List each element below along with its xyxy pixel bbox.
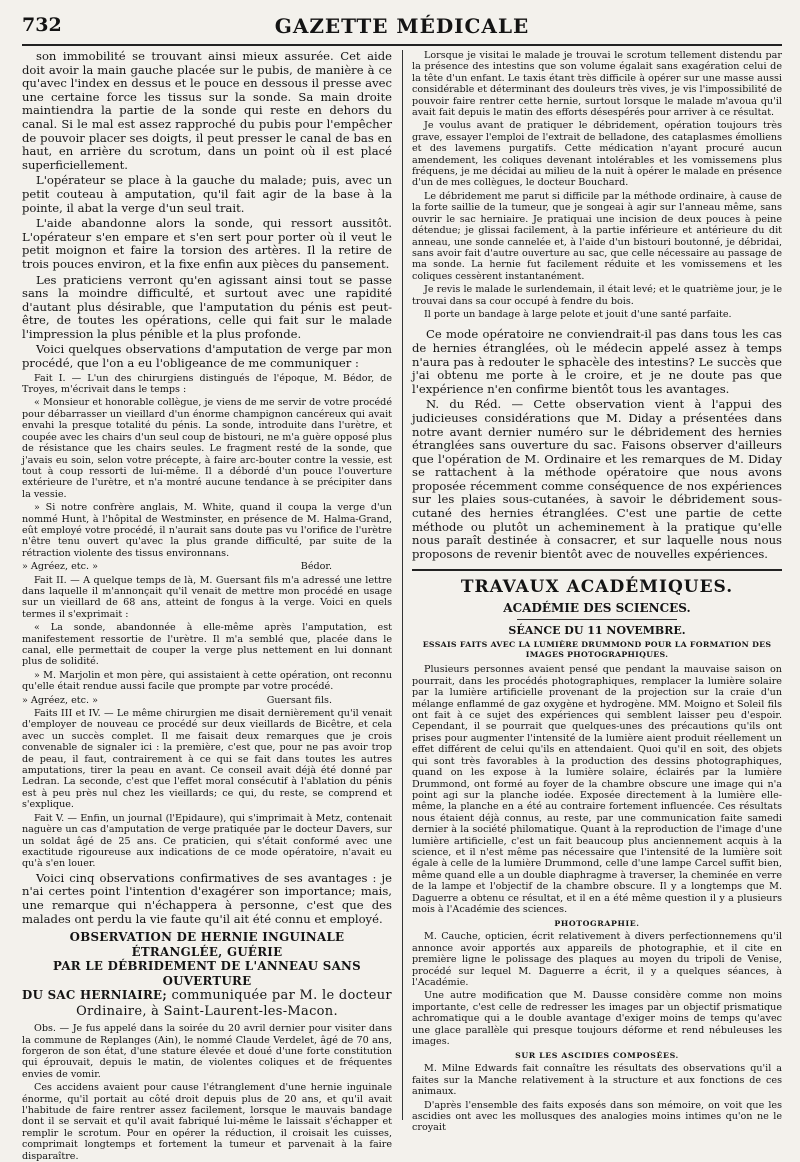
observation-title-line: PAR LE DÉBRIDEMENT DE L'ANNEAU SANS OUVERTURE <box>53 959 361 988</box>
paragraph: Je revis le malade le surlendemain, il était levé; et le quatrième jour, je le trouvai dans sa cour occupé à fendre du bois. <box>412 284 782 307</box>
signature-line <box>22 561 392 572</box>
paragraph: M. Milne Edwards fait connaître les résultats des observations qu'il a faites sur la Manche relativement à la structure et aux fonctions de ces animaux. <box>412 1063 782 1098</box>
paragraph: Fait V. — Enfin, un journal (l'Epidaure), qui s'imprimait à Metz, contenait naguère un cas d'amputation de verge pratiquée par le docteur Davers, sur un soldat âgé de 25 ans. Ce praticien, qui s'était conformé avec une exactitude rigoureuse aux indications de ce mode opératoire, n'avait eu qu'à s'en louer. <box>22 812 392 870</box>
paragraph: L'opérateur se place à la gauche du malade; puis, avec un petit couteau à amputation, qu'il fait agir de la base à la pointe, il abat la verge d'un seul trait. <box>22 173 392 215</box>
paragraph: Fait I. — L'un des chirurgiens distingués de l'époque, M. Bédor, de Troyes, m'écrivait dans le temps : <box>22 372 392 396</box>
observation-title-line: OBSERVATION DE HERNIE INGUINALE ÉTRANGLÉE, GUÉRIE <box>69 930 345 959</box>
paragraph: Faits III et IV. — Le même chirurgien me disait dernièrement qu'il venait d'employer de nouveau ce procédé sur deux vieillards de Bicêtre, et cela avec un succès complet. Il me faisait deux remarques que je crois convenable de signaler ici : la première, c'est que, pour ne pas avoir trop de peau, il faut, contrairement à ce qui se fait dans toutes les autres amputations, tirer la peau en avant. Ce conseil avait déjà été donné par Ledran. La seconde, c'est que l'effet moral consécutif à l'ablation du pénis est à peu près nul chez les vieillards; ce qui, du reste, se comprend et s'explique. <box>22 708 392 811</box>
paragraph: D'après l'ensemble des faits exposés dans son mémoire, on voit que les ascidies ont avec les mollusques des analogies moins intimes qu'on ne le croyait <box>412 1099 782 1134</box>
signature: Bédor. <box>300 561 332 573</box>
paragraph: » M. Marjolin et mon père, qui assistaient à cette opération, ont reconnu qu'elle était rendue aussi facile que prompte par votre procédé. <box>22 669 392 693</box>
paragraph: Je voulus avant de pratiquer le débridement, opération toujours très grave, essayer l'emploi de l'extrait de belladone, des cataplasmes émolliens et des lavemens purgatifs. Cette médication n'ayant procuré aucun amendement, les coliques devenant intolérables et les vomissemens plus fréquens, je me décidai au milieu de la nuit à opérer le malade en présence d'un de mes collègues, le docteur Bouchard. <box>412 120 782 189</box>
rubric-title: SUR LES ASCIDIES COMPOSÉES. <box>515 1051 679 1061</box>
section-title: TRAVAUX ACADÉMIQUES. <box>460 577 734 598</box>
paragraph: Voici quelques observations d'amputation de verge par mon procédé, que l'on a eu l'obligeance de me communiquer : <box>22 342 392 371</box>
separator-rule <box>517 619 677 620</box>
closing-formula: » Agréez, etc. » <box>22 561 98 573</box>
paragraph: Fait II. — A quelque temps de là, M. Guersant fils m'a adressé une lettre dans laquelle il m'annonçait qu'il venait de mettre mon procédé en usage sur un vieillard de 68 ans, atteint de fongus à la verge. Voici en quels termes il s'exprimait : <box>22 574 392 620</box>
paragraph: M. Cauche, opticien, écrit relativement à divers perfectionnemens qu'il annonce avoir apportés aux appareils de photographie, et il cite en première ligne le polissage des plaques au moyen du tripoli de Venise, procédé sur lequel M. Daguerre a écrit, il y a quelques séances, à l'Académie. <box>412 931 782 988</box>
paragraph: Les praticiens verront qu'en agissant ainsi tout se passe sans la moindre difficulté, et surtout avec une rapidité d'autant plus désirable, que l'amputation du pénis est peut-être, de toutes les opérations, celle qui fait sur le malade l'impression la plus pénible et la plus profonde. <box>22 272 392 341</box>
paragraph: Il porte un bandage à large pelote et jouit d'une santé parfaite. <box>424 308 732 320</box>
page-header <box>22 14 782 46</box>
paragraph: » Si notre confrère anglais, M. White, quand il coupa la verge d'un nommé Hunt, à l'hôpital de Westminster, en présence de M. Halma-Grand, eût employé votre procédé, il n'aurait sans doute pas vu l'orifice de l'urètre n'être tenu ouvert qu'avec la plus grande difficulté, par suite de la rétraction violente des tissus environnans. <box>22 502 392 559</box>
paragraph: Une autre modification que M. Dausse considère comme non moins importante, c'est celle de redresser les images par un objectif prismatique achromatique qui a le double avantage d'exiger moins de temps qu'avec une glace parallèle qui presque toujours déforme et rend nébuleuses les images. <box>412 990 782 1048</box>
seance-title: SÉANCE DU 11 NOVEMBRE. <box>508 624 686 638</box>
paragraph: Lorsque je visitai le malade je trouvai le scrotum tellement distendu par la présence des intestins que son volume égalait sans exagération celui de la tête d'un enfant. Le taxis étant très difficile à opérer sur une masse aussi considérable et déterminant des douleurs très vives, je vis l'impossibilité de pouvoir faire rentrer cette hernie, surtout lorsque le malade m'avoua qu'il avait fait depuis le matin des efforts désespérés pour arriver à ce résultat. <box>412 50 782 119</box>
paragraph: Ces accidens avaient pour cause l'étranglement d'une hernie inguinale énorme, qu'il portait au côté droit depuis plus de 20 ans, et qu'il avait l'habitude de faire rentrer assez facilement, lorsque le mauvais bandage dont il se servait et qu'il avait fabriqué lui-même le laissait s'échapper et remplir le scrotum. Pour en opérer la réduction, il croisait les cuisses, comprimait longtemps et fortement la tumeur et parvenait à la faire disparaître. <box>22 1082 392 1162</box>
paragraph: Obs. — Je fus appelé dans la soirée du 20 avril dernier pour visiter dans la commune de Replanges (Ain), le nommé Claude Verdelet, âgé de 70 ans, forgeron de son état, d'une stature élevée et doué d'une forte constitution qui éprouvait, depuis le matin, de violentes coliques et de fréquentes envies de vomir. <box>22 1023 392 1080</box>
academy-title: ACADÉMIE DES SCIENCES. <box>503 601 691 616</box>
paragraph: « Monsieur et honorable collègue, je viens de me servir de votre procédé pour débarrasser un vieillard d'un énorme champignon cancéreux qui avait envahi la presque totalité du pénis. La sonde, introduite dans l'urètre, et coupée avec les chairs d'un seul coup de bistouri, ne m'a guère opposé plus de résistance que les chairs seules. Le fragment resté de la sonde, que j'avais eu soin, selon votre précepte, à faire arc-bouter contre la vessie, est tout à coup ressorti de lui-même. Il a débordé d'un pouce l'ouverture extérieure de l'urètre, et n'a montré aucune tendance à se précipiter dans la vessie. <box>22 397 392 500</box>
paragraph: son immobilité se trouvant ainsi mieux assurée. Cet aide doit avoir la main gauche placée sur le pubis, de manière à ce qu'avec l'index en dessus et le pouce en dessous il presse avec une certaine force les tissus sur la sonde. Sa main droite maintiendra la partie de la sonde qui reste en dehors du canal. Si le mal est assez rapproché du pubis pour l'empêcher de pouvoir placer ses doigts, il peut presser le canal de bas en haut, en arrière du scrotum, dans un point où il est placé superficiellement. <box>22 49 392 172</box>
columns <box>22 49 782 1162</box>
observation-title-line-group <box>22 988 392 1019</box>
essay-title: ESSAIS FAITS AVEC LA LUMIÈRE DRUMMOND POUR LA FORMATION DES IMAGES PHOTOGRAPHIQUES. <box>422 640 772 660</box>
observation-title-line: DU SAC HERNIAIRE; <box>22 988 168 1003</box>
rubric-title: PHOTOGRAPHIE. <box>554 919 640 929</box>
right-column <box>412 50 782 1134</box>
signature: Guersant fils. <box>266 694 332 706</box>
closing-formula: » Agréez, etc. » <box>22 694 98 706</box>
signature-line <box>22 695 392 706</box>
observation-author: communiquée par M. le docteur Ordinaire, à Saint-Laurent-les-Macon. <box>76 988 392 1019</box>
paragraph: N. du Réd. — Cette observation vient à l'appui des judicieuses considérations que M. Diday a présentées dans notre avant dernier numéro sur le débridement des hernies étranglées sans ouverture du sac. Faisons observer d'ailleurs que l'opération de M. Ordinaire et les remarques de M. Diday se rattachent à la méthode opératoire que nous avons proposée récemment comme conséquence de nos expériences sur les plaies sous-cutanées, à savoir le débridement sous-cutané des hernies étranglées. C'est une partie de cette méthode ou plutôt un acheminement à la pratique qu'elle nous paraît destinée à consacrer, et sur laquelle nous nous proposons de revenir bientôt avec de nouvelles expériences. <box>412 397 782 561</box>
paragraph: « La sonde, abandonnée à elle-même après l'amputation, est manifestement ressortie de l'urètre. Il m'a semblé que, placée dans le canal, elle permettait de couper la verge plus nettement en lui donnant plus de solidité. <box>22 622 392 668</box>
observation-title <box>22 930 392 1019</box>
masthead-title: GAZETTE MÉDICALE <box>274 14 530 38</box>
newspaper-page <box>22 14 782 1162</box>
page-number: 732 <box>22 14 62 36</box>
paragraph: Ce mode opératoire ne conviendrait-il pas dans tous les cas de hernies étranglées, où le médecin appelé assez à temps n'aura pas à redouter le sphacèle des intestins? Le succès que j'ai obtenu me porte à le croire, et je ne doute pas que l'expérience n'en confirme bientôt tous les avantages. <box>412 327 782 396</box>
section-rule <box>412 569 782 571</box>
paragraph: Plusieurs personnes avaient pensé que pendant la mauvaise saison on pourrait, dans les procédés photographiques, remplacer la lumière solaire par la lumière artificielle provenant de la projection sur la craie d'un mélange enflammé de gaz oxygène et hydrogène. MM. Moigno et Soleil fils ont fait à ce sujet des expériences qui semblent laisser peu d'espoir. Cependant, il se pourrait que quelques-unes des précautions qu'ils ont prises pour augmenter l'intensité de la lumière aient produit réellement un effet différent de celui qu'ils en attendaient. Quoi qu'il en soit, des objets qui sont très favorables à la production des dessins photographiques, quand on les expose à la lumière solaire, éclairés par la lumière Drummond, ont formé au foyer de la chambre obscure une image qui n'a point agi sur la planche iodée. Exposée directement à la lumière elle-même, la planche en a été au contraire fortement influencée. Ces résultats nous étaient déjà connus, au reste, par une communication faite samedi dernier à la société philomatique. Quant à la reproduction de l'image d'une lumière artificielle, c'est un fait beaucoup plus anciennement acquis à la science, et il n'est même pas nécessaire que l'intensité de la lumière soit égale à celle de la lumière Drummond, celle d'une lampe Carcel suffit bien, même quand elle a un double diaphragme à traverser, la cheminée en verre de la lampe et l'objectif de la chambre obscure. Il y a longtemps que M. Daguerre a obtenu ce résultat, et il en a été même question il y a plusieurs mois à l'Académie des sciences. <box>412 664 782 915</box>
paragraph: Le débridement me parut si difficile par la méthode ordinaire, à cause de la forte saillie de la tumeur, que je songeai à agir sur l'anneau même, sans ouvrir le sac herniaire. Je pratiquai une incision de deux pouces à peine détendue; je glissai facilement, à la partie inférieure et antérieure du dit anneau, une sonde cannelée et, à l'aide d'un bistouri boutonné, je débridai, sans avoir fait d'autre ouverture au sac, que celle nécessaire au passage de ma sonde. La hernie fut facilement réduite et les vomissemens et les coliques cessèrent instantanément. <box>412 190 782 282</box>
paragraph: L'aide abandonne alors la sonde, qui ressort aussitôt. L'opérateur s'en empare et s'en sert pour porter où il veut le petit moignon et faire la torsion des artères. Il la retire de trois pouces environ, et la fixe enfin aux pièces du pansement. <box>22 216 392 271</box>
paragraph: Voici cinq observations confirmatives de ses avantages : je n'ai certes point l'intention d'exagérer son importance; mais, une remarque qui n'échappera à personne, c'est que des malades ont perdu la vie faute qu'il ait été connu et employé. <box>22 870 392 926</box>
left-column <box>22 49 392 1162</box>
